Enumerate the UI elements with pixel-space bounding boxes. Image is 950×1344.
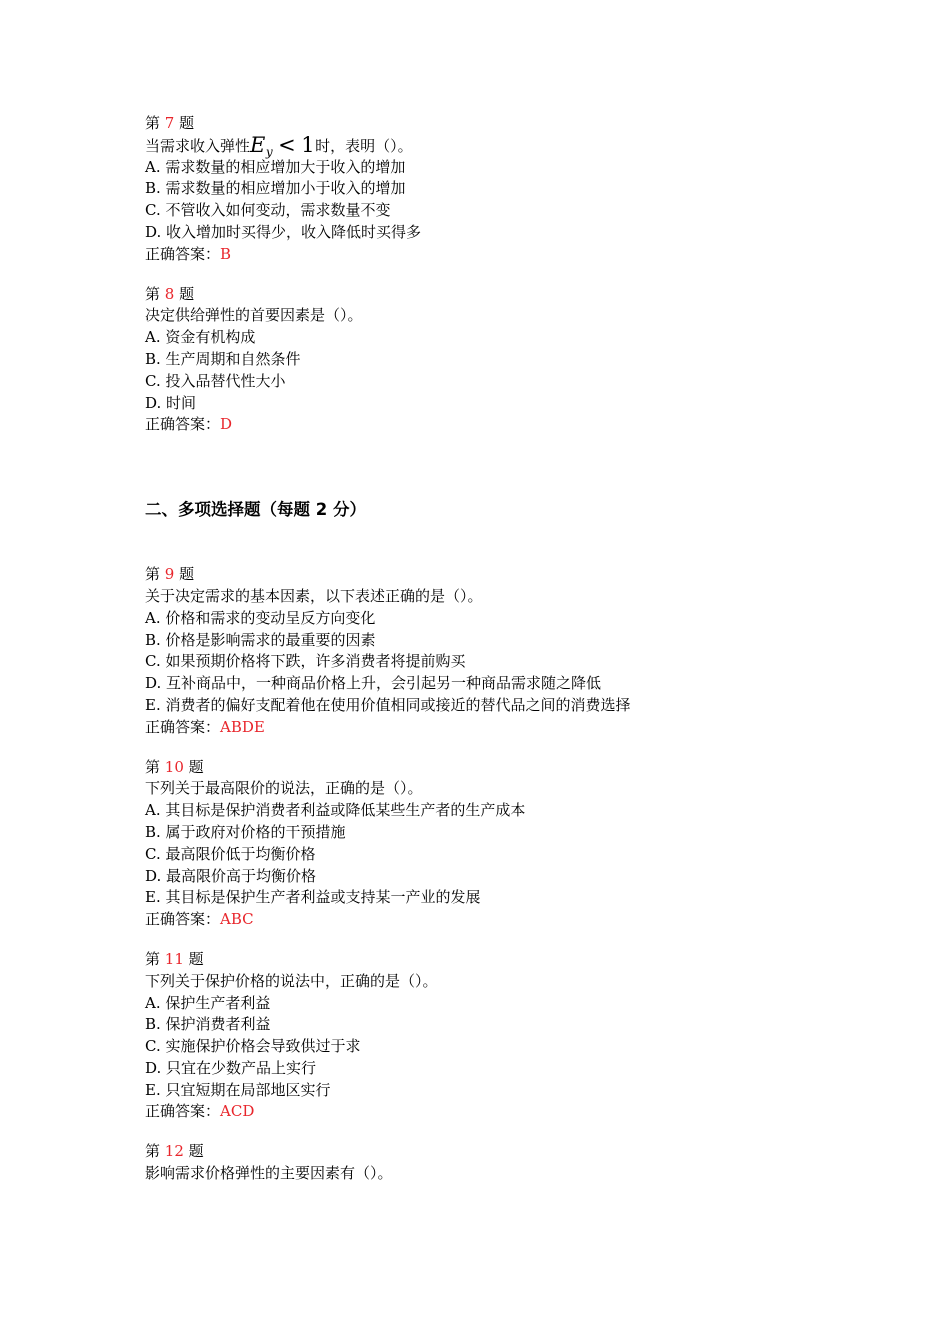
option-a: A. 保护生产者利益 [145,993,271,1012]
option-c: C. 不管收入如何变动，需求数量不变 [145,201,391,220]
option-a: A. 价格和需求的变动呈反方向变化 [145,608,376,627]
correct-answer: B [220,244,232,263]
option-a: A. 资金有机构成 [145,328,256,347]
question-7 [145,113,845,266]
question-label: 第 7 题 [145,114,195,132]
question-label: 第 10 题 [145,757,204,776]
option-b: B. 保护消费者利益 [145,1015,271,1034]
option-a: A. 其目标是保护消费者利益或降低某些生产者的生产成本 [145,801,526,820]
question-number: 11 [164,949,184,968]
question-number: 10 [164,757,184,776]
option-b: B. 需求数量的相应增加小于收入的增加 [145,179,406,198]
question-stem: 当需求收入弹性$E_y < 1$时，表明（）。 [145,135,845,157]
question-stem: 关于决定需求的基本因素，以下表述正确的是（）。 [145,586,483,605]
option-c: C. 投入品替代性大小 [145,371,286,390]
option-e: E. 其目标是保护生产者利益或支持某一产业的发展 [145,888,481,907]
question-stem: 影响需求价格弹性的主要因素有（）。 [145,1164,393,1183]
option-c: C. 最高限价低于均衡价格 [145,844,316,863]
question-stem: 下列关于保护价格的说法中，正确的是（）。 [145,971,438,990]
answer-line: 正确答案：D [145,415,233,434]
option-d: D. 时间 [145,393,197,412]
question-label: 第 9 题 [145,565,195,584]
question-label: 第 8 题 [145,284,195,303]
question-8 [145,284,845,437]
question-11 [145,949,845,1123]
option-c: C. 如果预期价格将下跌，许多消费者将提前购买 [145,652,466,671]
option-b: B. 生产周期和自然条件 [145,349,301,368]
option-d: D. 收入增加时买得少，收入降低时买得多 [145,222,422,241]
answer-line: 正确答案：ACD [145,1102,255,1121]
question-stem: 决定供给弹性的首要因素是（）。 [145,306,363,325]
option-d: D. 互补商品中，一种商品价格上升，会引起另一种商品需求随之降低 [145,674,602,693]
option-e: E. 消费者的偏好支配着他在使用价值相同或接近的替代品之间的消费选择 [145,695,631,714]
question-stem: 下列关于最高限价的说法，正确的是（）。 [145,779,423,798]
option-b: B. 属于政府对价格的干预措施 [145,822,346,841]
question-number: 9 [164,565,175,584]
option-d: D. 只宜在少数产品上实行 [145,1058,317,1077]
answer-line: 正确答案：B [145,244,232,263]
option-d: D. 最高限价高于均衡价格 [145,866,317,885]
question-label: 第 12 题 [145,1142,204,1161]
correct-answer: ABC [220,910,254,929]
question-number: 7 [164,114,175,132]
option-e: E. 只宜短期在局部地区实行 [145,1080,331,1099]
correct-answer: ABDE [220,717,265,736]
document-page [145,113,845,1185]
question-number: 8 [164,284,175,303]
section-heading: 二、多项选择题（每题 2 分） [145,500,366,520]
option-c: C. 实施保护价格会导致供过于求 [145,1037,361,1056]
question-9 [145,564,845,738]
option-b: B. 价格是影响需求的最重要的因素 [145,630,376,649]
question-12 [145,1141,845,1185]
question-10 [145,757,845,931]
question-number: 12 [164,1142,184,1161]
correct-answer: ACD [220,1102,255,1121]
question-label: 第 11 题 [145,949,204,968]
answer-line: 正确答案：ABC [145,910,254,929]
elasticity-formula: $E_y < 1$ [250,132,316,159]
answer-line: 正确答案：ABDE [145,717,265,736]
option-a: A. 需求数量的相应增加大于收入的增加 [145,157,406,176]
correct-answer: D [220,415,233,434]
